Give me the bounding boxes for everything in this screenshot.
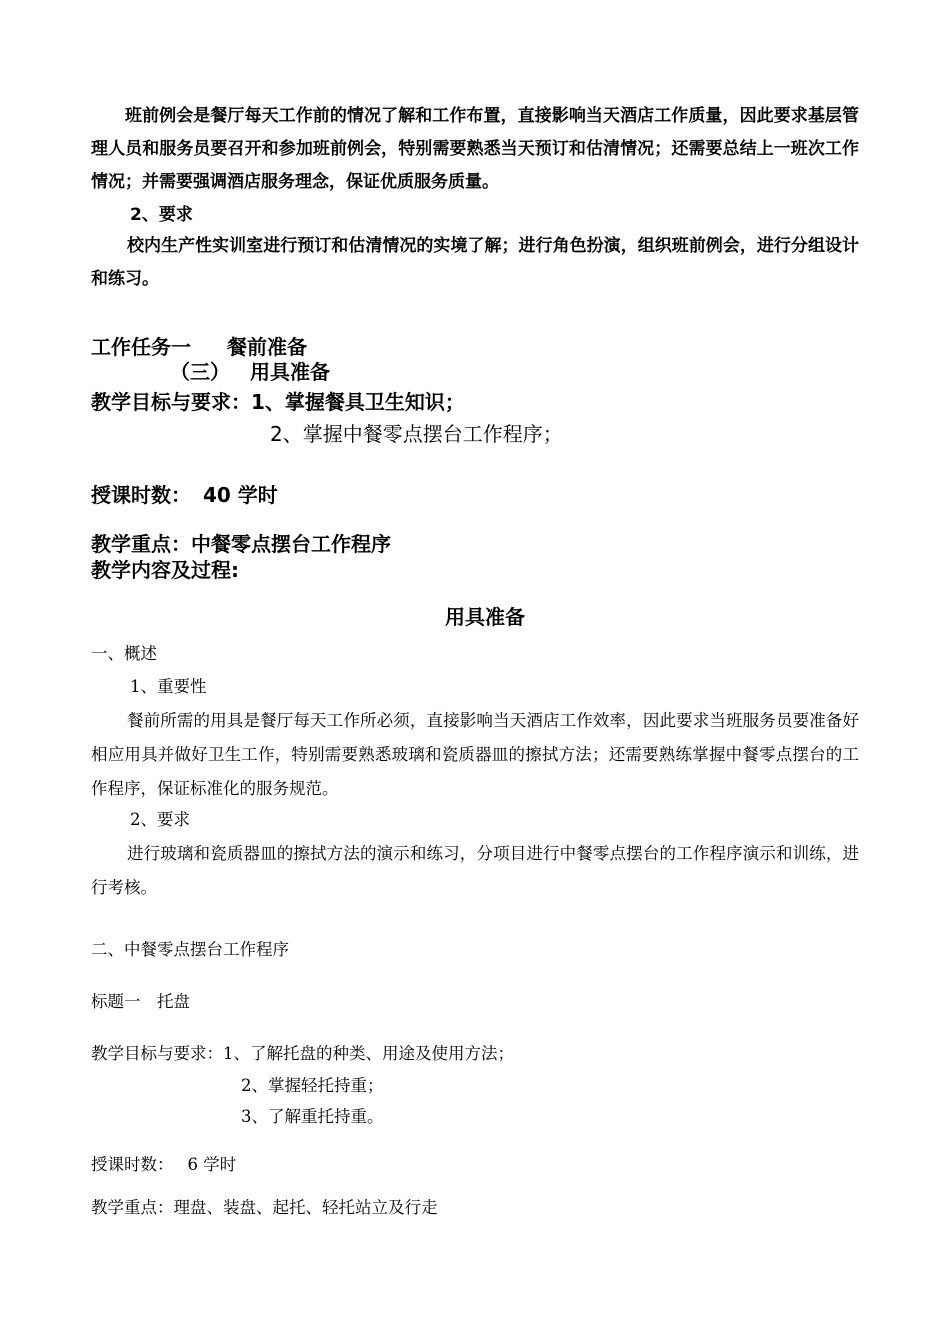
topic-goal-line-1 <box>91 1040 514 1064</box>
task-sub-num: （三） <box>170 360 230 384</box>
topic-hours-value: 6 学时 <box>187 1155 237 1174</box>
task-title-b: 餐前准备 <box>227 335 307 359</box>
content-requirement-label: 2、要求 <box>130 810 190 829</box>
importance-heading: 1、重要性 <box>130 677 207 696</box>
briefing-paragraph: 班前例会是餐厅每天工作前的情况了解和工作布置，直接影响当天酒店工作质量，因此要求基层管理人员和服务员要召开和参加班前例会，特别需要熟悉当天预订和估清情况；还需要总结上一班次工作情况；并需要强调酒店服务理念，保证优质服务质量。 <box>91 106 859 192</box>
task-focus-label: 教学重点： <box>91 532 191 556</box>
topic-hours-label: 授课时数： <box>91 1155 174 1174</box>
task-title-a: 工作任务一 <box>91 335 191 359</box>
task-goal-line-1 <box>91 386 465 415</box>
topic-goal-2: 2、掌握轻托持重； <box>241 1076 384 1095</box>
section2-heading: 二、中餐零点摆台工作程序 <box>91 940 289 959</box>
task-sub-title: 用具准备 <box>250 360 330 384</box>
topic-focus <box>91 1194 438 1218</box>
topic-goal-label: 教学目标与要求： <box>91 1044 223 1063</box>
requirement-label: 2、要求 <box>130 205 193 225</box>
importance-paragraph: 餐前所需的用具是餐厅每天工作所必须，直接影响当天酒店工作效率，因此要求当班服务员要准备好相应用具并做好卫生工作，特别需要熟悉玻璃和瓷质器皿的擦拭方法；还需要熟练掌握中餐零点摆台的工作程序，保证标准化的服务规范。 <box>91 711 859 798</box>
topic-hours <box>91 1151 236 1175</box>
requirement-paragraph: 校内生产性实训室进行预订和估清情况的实境了解；进行角色扮演，组织班前例会，进行分组设计和练习。 <box>91 236 859 289</box>
task-hours-value: 40 学时 <box>203 483 278 507</box>
topic-focus-label: 教学重点： <box>91 1198 174 1217</box>
task-goal-2: 2、掌握中餐零点摆台工作程序； <box>270 422 563 446</box>
task-goal-label: 教学目标与要求： <box>91 390 251 414</box>
topic-focus-value: 理盘、装盘、起托、轻托站立及行走 <box>173 1198 438 1217</box>
task-hours-label: 授课时数： <box>91 483 191 507</box>
task-content-label: 教学内容及过程: <box>91 558 239 582</box>
task-goal-1: 1、掌握餐具卫生知识； <box>251 390 465 414</box>
content-requirement-paragraph: 进行玻璃和瓷质器皿的擦拭方法的演示和练习，分项目进行中餐零点摆台的工作程序演示和训练，进行考核。 <box>91 844 859 897</box>
content-center-title: 用具准备 <box>445 605 525 629</box>
task-focus-value: 中餐零点摆台工作程序 <box>191 532 391 556</box>
task-subtitle <box>170 356 330 385</box>
topic-goal-3: 3、了解重托持重。 <box>241 1107 384 1126</box>
topic-goal-1: 1、了解托盘的种类、用途及使用方法； <box>223 1044 514 1063</box>
task-focus <box>91 528 391 557</box>
topic1-heading: 标题一 托盘 <box>91 992 190 1011</box>
overview-heading: 一、概述 <box>91 644 157 663</box>
task-hours <box>91 479 278 508</box>
